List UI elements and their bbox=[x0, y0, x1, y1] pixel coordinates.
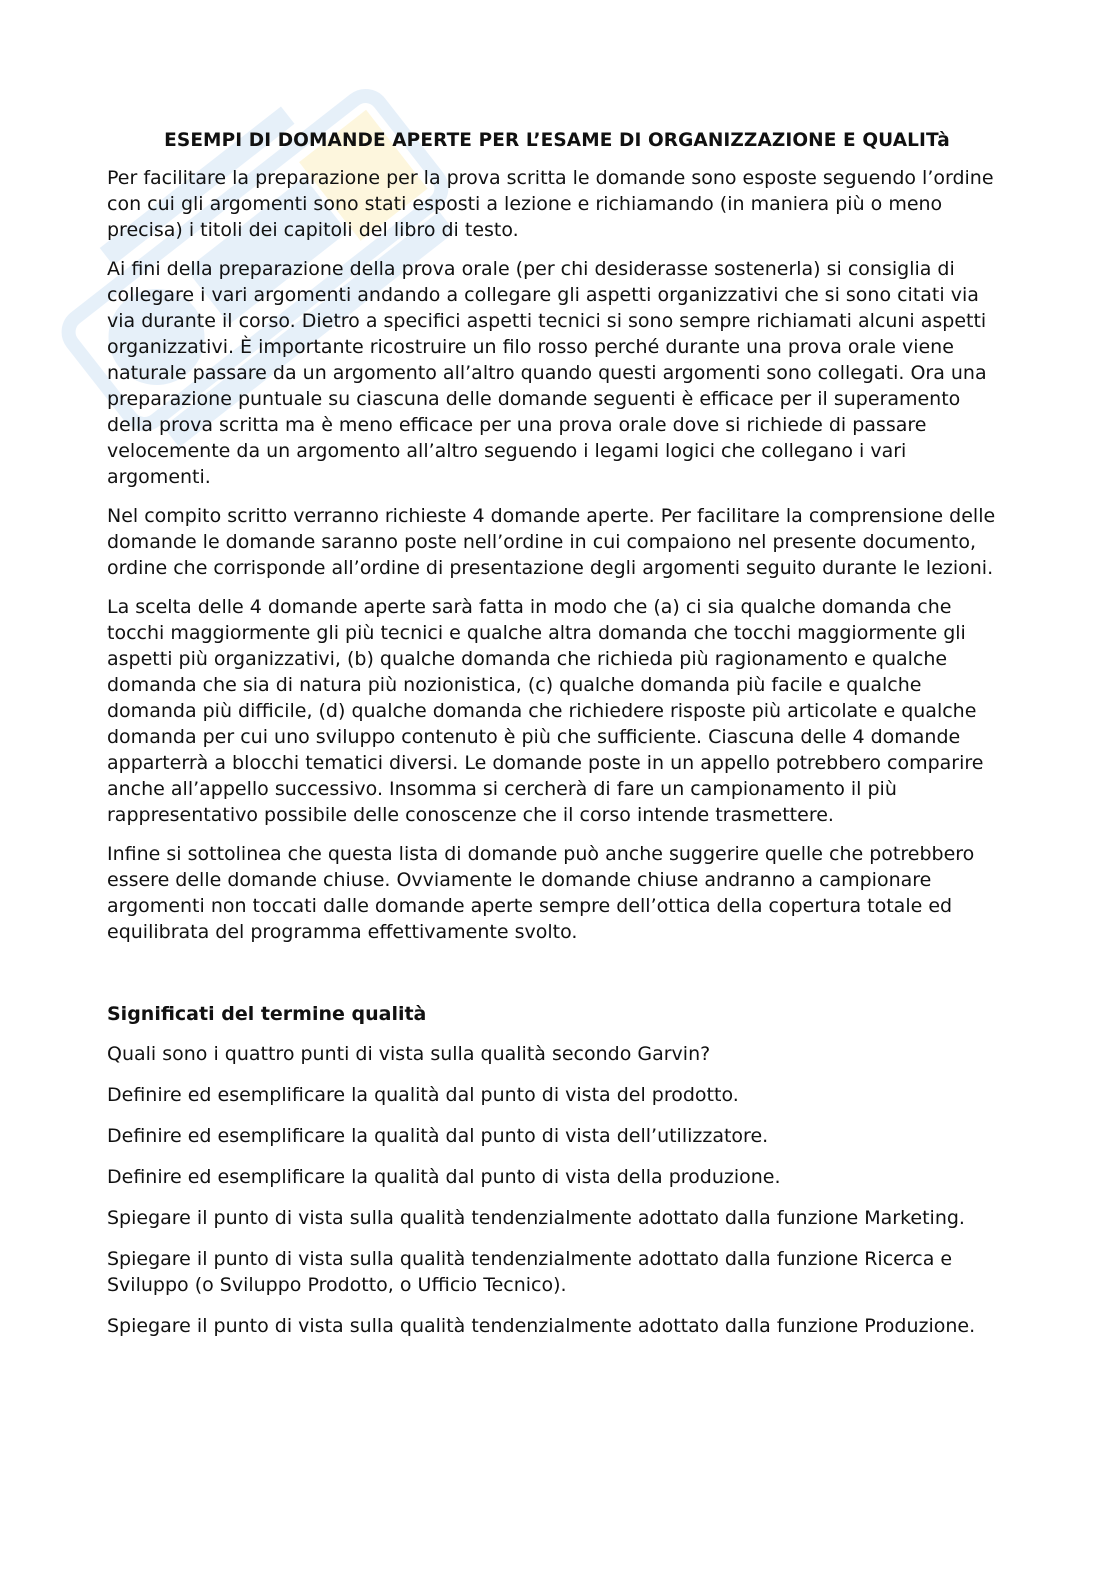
intro-paragraph-3: Nel compito scritto verranno richieste 4 domande aperte. Per facilitare la comprensione delle domande le domande saranno poste nell’ordine in cui compaiono nel presente documento, ordine che corrisponde all’ordine di presentazione degli argomenti seguito durante le lezioni. bbox=[107, 505, 996, 579]
question-item: Spiegare il punto di vista sulla qualità tendenzialmente adottato dalla funzione Ricerca e Sviluppo (o Sviluppo Prodotto, o Ufficio Tecnico). bbox=[107, 1248, 953, 1296]
question-item: Definire ed esemplificare la qualità dal punto di vista dell’utilizzatore. bbox=[107, 1125, 769, 1147]
intro-paragraph-2: Ai fini della preparazione della prova orale (per chi desiderasse sostenerla) si consiglia di collegare i vari argomenti andando a collegare gli aspetti organizzativi che si sono citati via via durante il corso. Dietro a specifici aspetti tecnici si sono sempre richiamati alcuni aspetti organizzativi. È importante ricostruire un filo rosso perché durante una prova orale viene naturale passare da un argomento all’altro quando questi argomenti sono collegati. Ora una preparazione puntuale su ciascuna delle domande seguenti è efficace per il superamento della prova scritta ma è meno efficace per una prova orale dove si richiede di passare velocemente da un argomento all’altro seguendo i legami logici che collegano i vari argomenti. bbox=[107, 258, 987, 488]
question-item: Spiegare il punto di vista sulla qualità tendenzialmente adottato dalla funzione Produzione. bbox=[107, 1315, 976, 1337]
question-item: Definire ed esemplificare la qualità dal punto di vista del prodotto. bbox=[107, 1084, 739, 1106]
intro-paragraph-4: La scelta delle 4 domande aperte sarà fatta in modo che (a) ci sia qualche domanda che tocchi maggiormente gli più tecnici e qualche altra domanda che tocchi maggiormente gli aspetti più organizzativi, (b) qualche domanda che richieda più ragionamento e qualche domanda che sia di natura più nozionistica, (c) qualche domanda più facile e qualche domanda più difficile, (d) qualche domanda che richiedere risposte più articolate e qualche domanda per cui uno sviluppo contenuto è più che sufficiente. Ciascuna delle 4 domande apparterrà a blocchi tematici diversi. Le domande poste in un appello potrebbero comparire anche all’appello successivo. Insomma si cercherà di fare un campionamento il più rappresentativo possibile delle conoscenze che il corso intende trasmettere. bbox=[107, 596, 984, 826]
intro-paragraph-5: Infine si sottolinea che questa lista di domande può anche suggerire quelle che potrebbero essere delle domande chiuse. Ovviamente le domande chiuse andranno a campionare argomenti non toccati dalle domande aperte sempre dell’ottica della copertura totale ed equilibrata del programma effettivamente svolto. bbox=[107, 843, 975, 943]
document-title: ESEMPI DI DOMANDE APERTE PER L’ESAME DI ORGANIZZAZIONE E QUALITà bbox=[164, 130, 950, 151]
question-item: Quali sono i quattro punti di vista sulla qualità secondo Garvin? bbox=[107, 1043, 711, 1065]
question-item: Spiegare il punto di vista sulla qualità tendenzialmente adottato dalla funzione Marketing. bbox=[107, 1207, 965, 1229]
question-item: Definire ed esemplificare la qualità dal punto di vista della produzione. bbox=[107, 1166, 781, 1188]
document-page bbox=[107, 130, 1007, 1354]
section-heading: Significati del termine qualità bbox=[107, 1003, 427, 1025]
intro-paragraph-1: Per facilitare la preparazione per la prova scritta le domande sono esposte seguendo l’ordine con cui gli argomenti sono stati esposti a lezione e richiamando (in maniera più o meno precisa) i titoli dei capitoli del libro di testo. bbox=[107, 167, 994, 241]
